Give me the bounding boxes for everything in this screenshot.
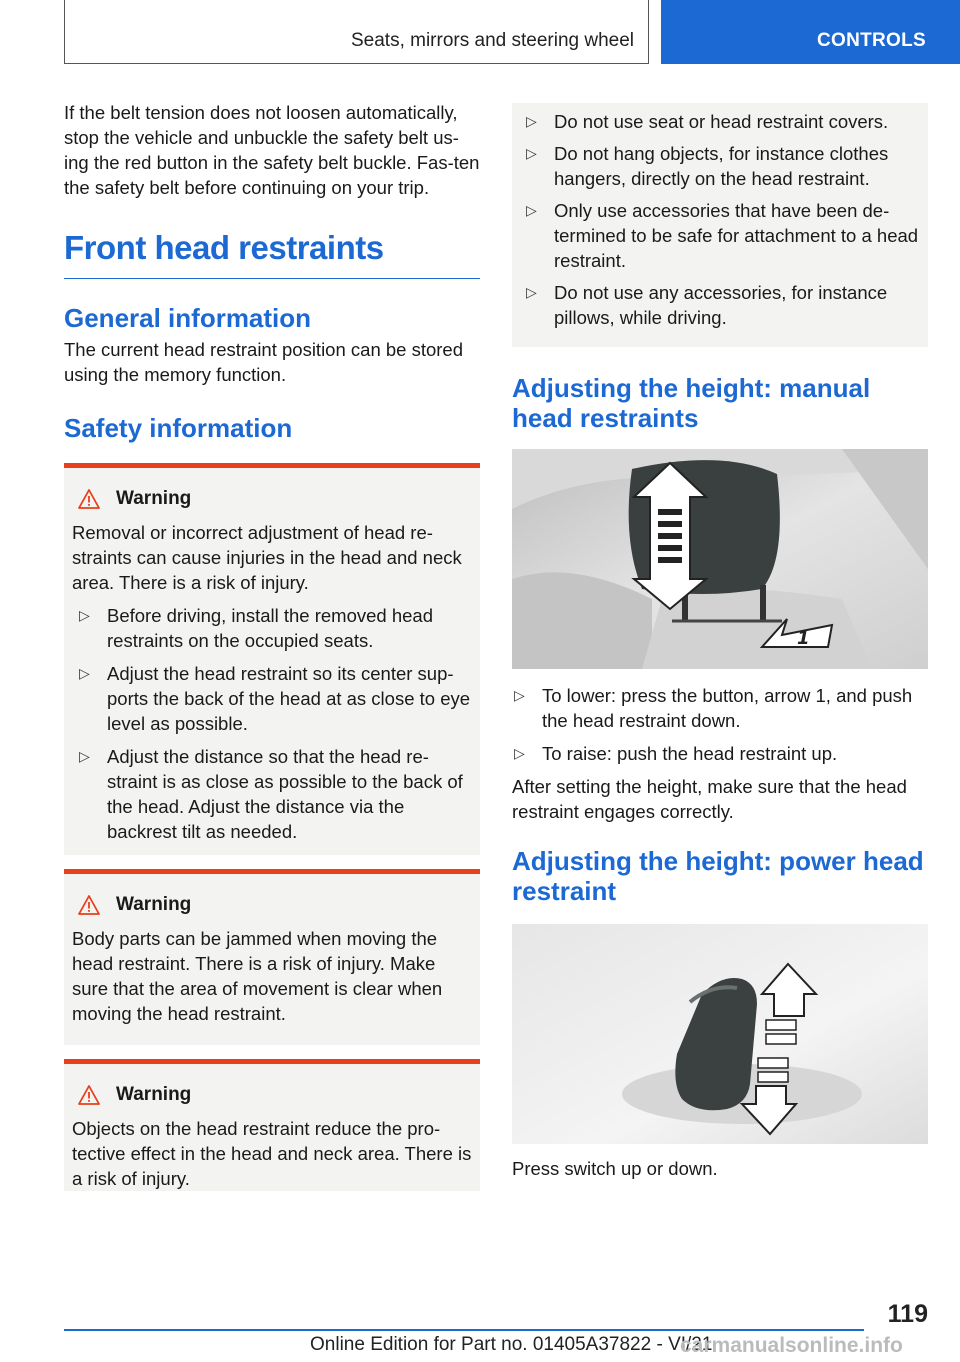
page-number: 119 — [887, 1300, 928, 1328]
intro-paragraph: If the belt tension does not loosen automatically, stop the vehicle and unbuckle the safety belt us-ing the red button in the safety belt buckle. Fas-ten the safety belt before continuing on your trip. — [64, 102, 480, 198]
safety-info-heading: Safety information — [64, 413, 293, 443]
section-title: Seats, mirrors and steering wheel — [350, 30, 634, 51]
general-info-heading: General information — [64, 303, 312, 333]
right-column — [512, 103, 928, 1181]
warning-triangle-icon — [78, 489, 100, 509]
warning-box — [64, 869, 480, 1045]
warning-text: Body parts can be jammed when moving the head restraint. There is a risk of injury. Make sure that the area of movement is clear when moving the head restraint. — [72, 928, 443, 1024]
bullet-triangle-icon: ▷ — [526, 113, 537, 129]
warning-continuation-list — [512, 109, 928, 330]
power-switch-illustration — [512, 924, 928, 1144]
bullet-triangle-icon: ▷ — [79, 665, 90, 681]
power-height-heading: Adjusting the height: power head restraint — [512, 846, 924, 906]
warning-title-label: Warning — [116, 488, 192, 509]
list-item: ▷ Adjust the distance so that the head re-straint is as close as possible to the back of the head. Adjust the distance via the backrest tilt as needed. — [79, 746, 463, 842]
warning-title-label: Warning — [116, 894, 192, 915]
warning-title — [78, 488, 472, 510]
warning-list — [72, 603, 472, 844]
warning-triangle-icon — [78, 895, 100, 915]
warning-text: Objects on the head restraint reduce the pro-tective effect in the head and neck area. There is a risk of injury. — [72, 1118, 472, 1189]
warning-title — [78, 894, 472, 916]
bullet-triangle-icon: ▷ — [514, 745, 525, 761]
bullet-triangle-icon: ▷ — [526, 145, 537, 161]
power-switch-image — [512, 924, 928, 1144]
footer-rule — [64, 1329, 864, 1331]
manual-head-restraint-image — [512, 449, 928, 669]
bullet-triangle-icon: ▷ — [79, 607, 90, 623]
list-item: ▷ To raise: push the head restraint up. — [514, 743, 838, 764]
list-item: ▷ Do not hang objects, for instance clothes hangers, directly on the head restraint. — [526, 143, 889, 189]
head-restraint-illustration — [512, 449, 928, 669]
list-item: ▷ To lower: press the button, arrow 1, and push the head restraint down. — [514, 685, 913, 731]
list-item: ▷ Only use accessories that have been de-termined to be safe for attachment to a head restraint. — [526, 200, 919, 271]
general-info-text: The current head restraint position can be stored using the memory function. — [64, 339, 464, 385]
chapter-tab[interactable] — [661, 0, 960, 64]
bullet-triangle-icon: ▷ — [526, 202, 537, 218]
header-section-box — [64, 0, 649, 64]
warning-title — [78, 1084, 472, 1106]
manual-adjust-list — [512, 683, 928, 766]
warning-box — [64, 463, 480, 855]
chapter-tab-label: CONTROLS — [816, 30, 926, 51]
manual-height-heading: Adjusting the height: manual head restraints — [512, 373, 871, 433]
left-column — [64, 100, 480, 1191]
power-caption: Press switch up or down. — [512, 1158, 718, 1179]
warning-title-label: Warning — [116, 1084, 192, 1105]
edition-note: Online Edition for Part no. 01405A37822 - VI/21 — [310, 1334, 713, 1355]
list-item: ▷ Do not use seat or head restraint covers. — [526, 111, 889, 132]
bullet-triangle-icon: ▷ — [79, 748, 90, 764]
page-title: Front head restraints — [64, 230, 480, 279]
warning-text: Removal or incorrect adjustment of head re-straints can cause injuries in the head and neck area. There is a risk of injury. — [72, 522, 462, 593]
warning-triangle-icon — [78, 1085, 100, 1105]
list-item: ▷ Before driving, install the removed head restraints on the occupied seats. — [79, 605, 433, 651]
list-item: ▷ Do not use any accessories, for instance pillows, while driving. — [526, 282, 888, 328]
warning-box — [64, 1059, 480, 1191]
watermark: carmanualsonline.info — [680, 1334, 903, 1357]
manual-after-text: After setting the height, make sure that the head restraint engages correctly. — [512, 776, 907, 822]
bullet-triangle-icon: ▷ — [514, 687, 525, 703]
warning-continuation-box — [512, 103, 928, 347]
bullet-triangle-icon: ▷ — [526, 284, 537, 300]
list-item: ▷ Adjust the head restraint so its center sup-ports the back of the head at as close to eye level as possible. — [79, 663, 471, 734]
arrow-label: 1 — [797, 628, 810, 649]
